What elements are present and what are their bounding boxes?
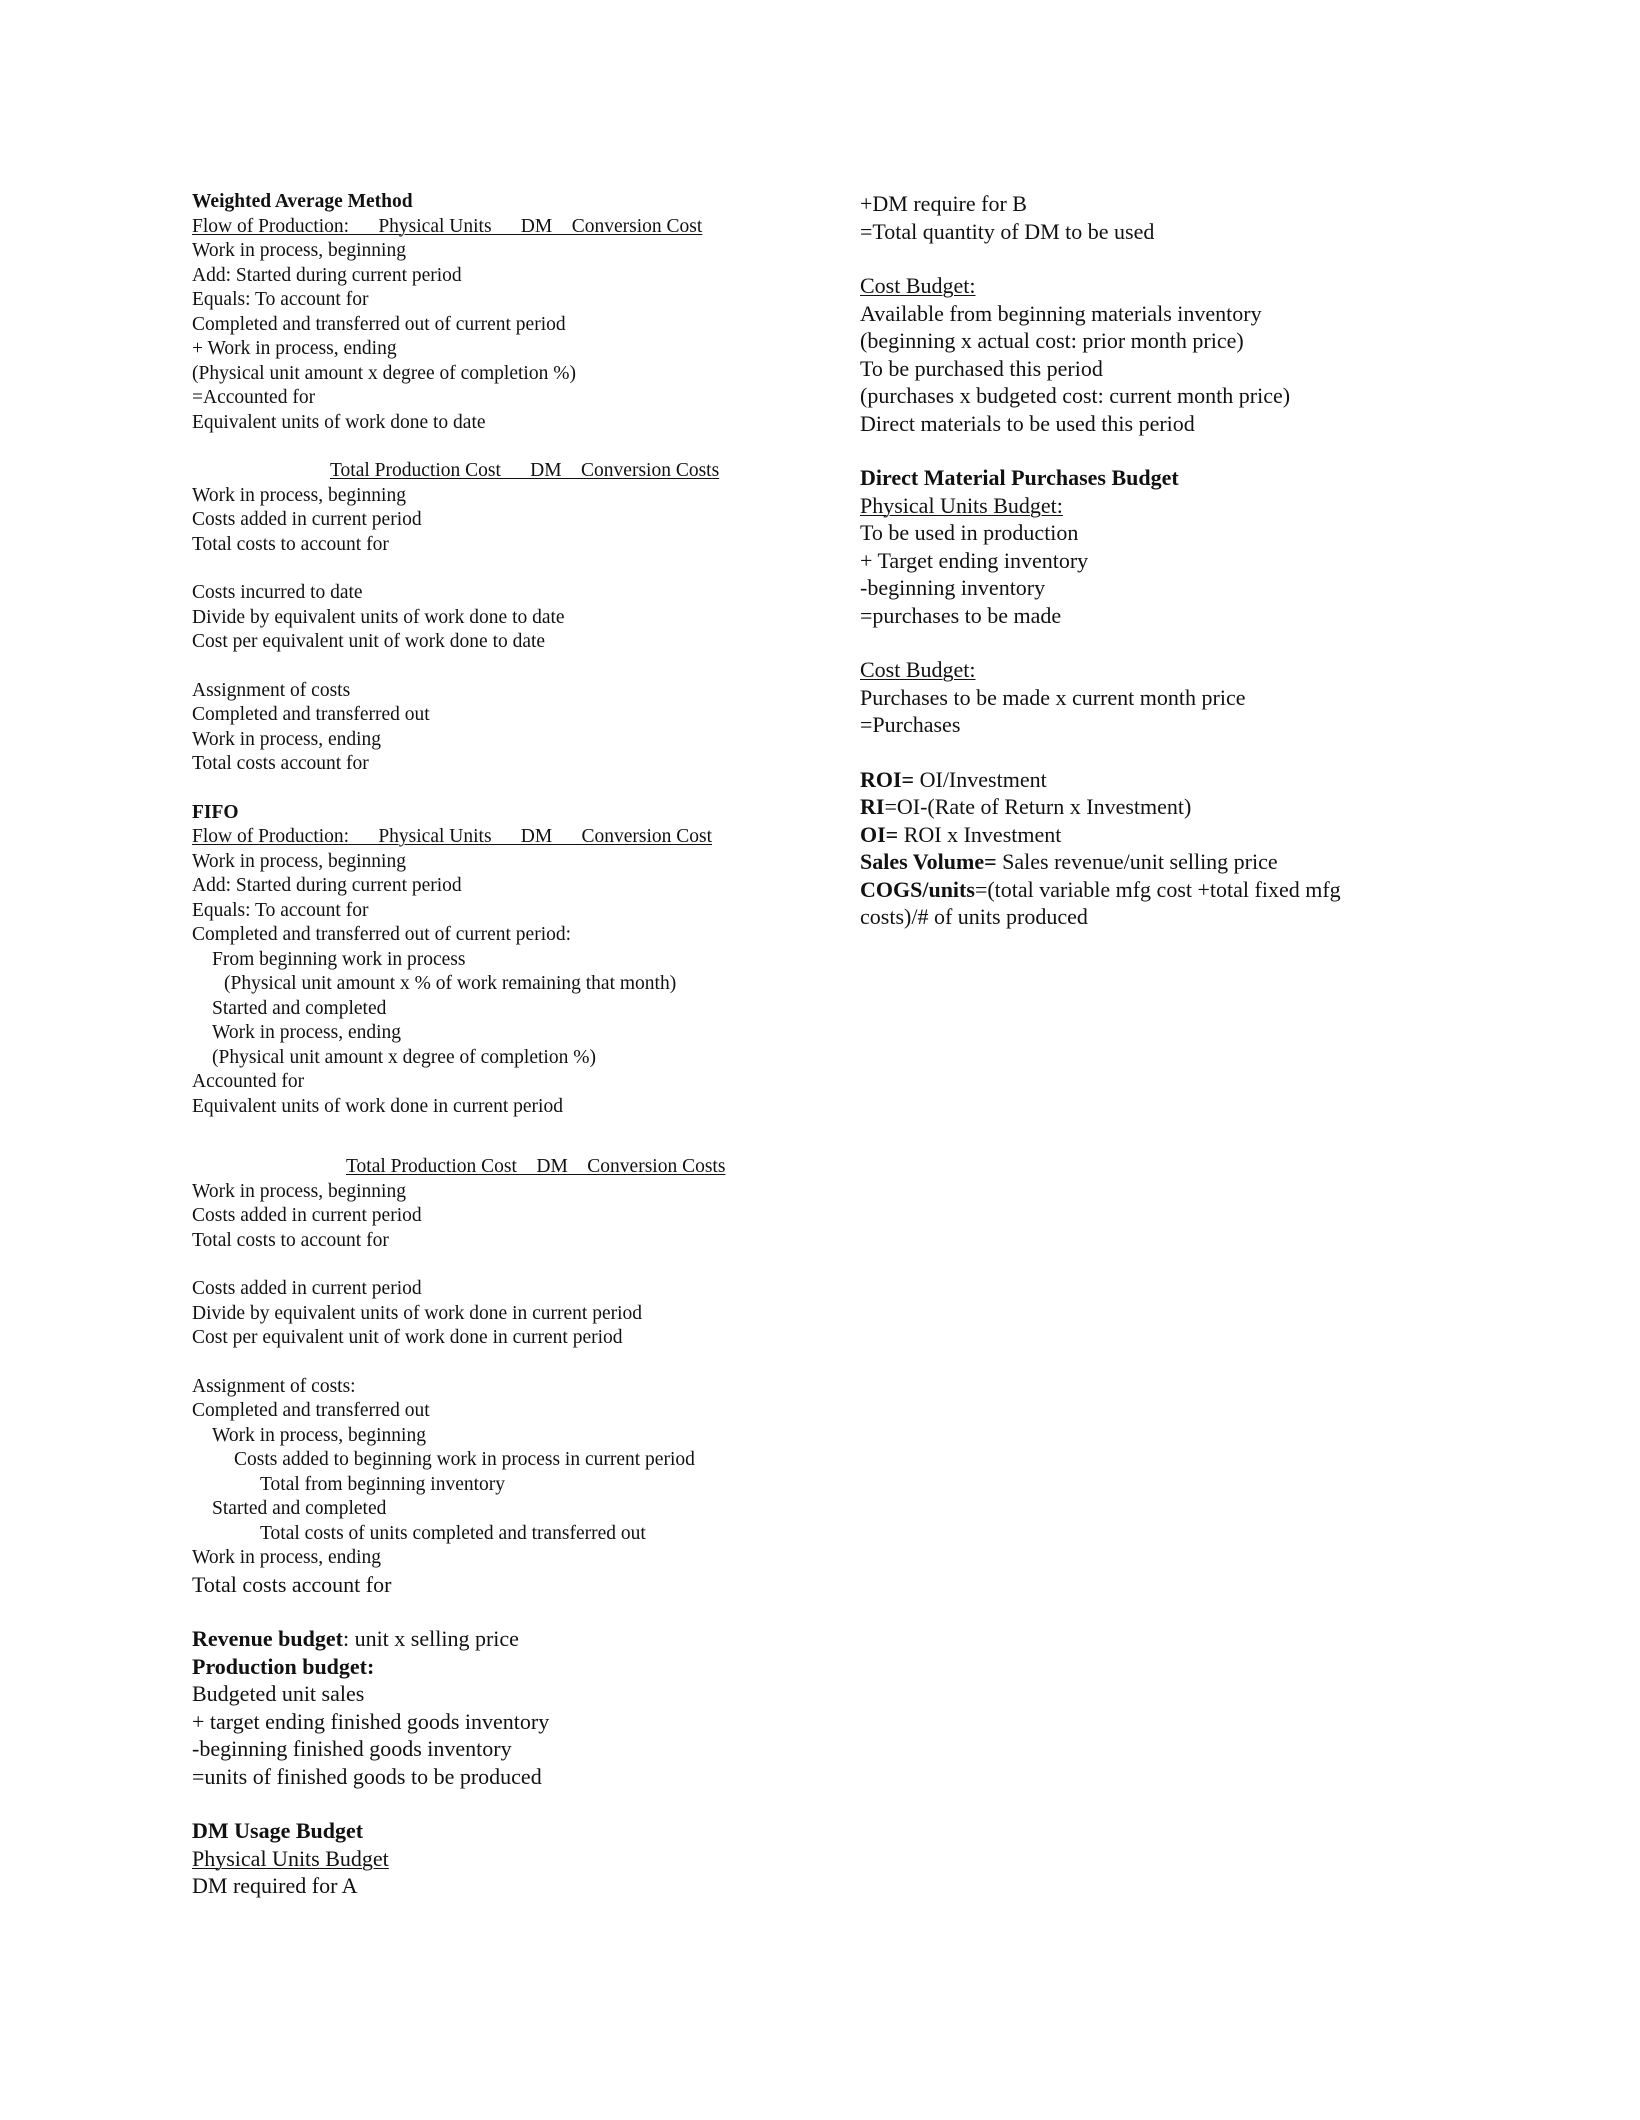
dm-purchases-section <box>860 464 1560 739</box>
sales-volume-formula <box>860 848 1560 876</box>
weighted-cost-line: Work in process, beginning <box>192 484 406 506</box>
dm-purchases-cost-line: =Purchases <box>860 712 961 737</box>
weighted-flow-line: Equivalent units of work done to date <box>192 411 486 433</box>
fifo-flow-line: Add: Started during current period <box>192 875 462 896</box>
fifo-assign-line: Started and completed <box>212 1498 387 1519</box>
weighted-incurred-line: Costs incurred to date <box>192 582 363 603</box>
cogs-formula <box>860 876 1560 904</box>
production-budget-line: =units of finished goods to be produced <box>192 1763 542 1789</box>
fifo-cost-line: Costs added in current period <box>192 1205 422 1226</box>
revenue-budget-label: Revenue budget <box>192 1626 343 1651</box>
fifo-added-line: Costs added in current period <box>192 1278 422 1299</box>
fifo-assign-line: Work in process, ending <box>192 1547 382 1568</box>
oi-formula <box>860 821 1560 849</box>
dm-purchases-physical-title: Physical Units Budget: <box>860 492 1063 518</box>
left-column <box>192 190 832 1900</box>
oi-label: OI= <box>860 821 899 847</box>
sales-volume-label: Sales Volume= <box>860 849 997 874</box>
dm-usage-continued <box>860 190 1560 437</box>
roi-label: ROI= <box>860 766 915 792</box>
fifo-cost-line: Total costs to account for <box>192 1229 389 1251</box>
weighted-flow-header: Flow of Production: Physical Units DM Conversion Cost <box>192 215 703 237</box>
dm-purchases-cost-line: Purchases to be made x current month price <box>860 684 1246 710</box>
fifo-cost-line: Work in process, beginning <box>192 1180 406 1202</box>
fifo-flow-header: Flow of Production: Physical Units DM Conversion Cost <box>192 826 713 847</box>
weighted-flow-line: Completed and transferred out of current period <box>192 313 566 335</box>
cogs-text: =(total variable mfg cost +total fixed mfg <box>974 876 1341 902</box>
fifo-added-line: Cost per equivalent unit of work done in current period <box>192 1327 623 1348</box>
roi-formula <box>860 766 1560 794</box>
weighted-incurred-line: Cost per equivalent unit of work done to date <box>192 631 546 652</box>
weighted-assign-line: Work in process, ending <box>192 728 382 750</box>
dm-usage-cost-line: To be purchased this period <box>860 355 1103 381</box>
production-budget-line: -beginning finished goods inventory <box>192 1736 512 1761</box>
fifo-assign-line: Total costs of units completed and transferred out <box>260 1522 646 1544</box>
right-column <box>860 190 1560 931</box>
fifo-flow-line: Work in process, beginning <box>192 850 406 872</box>
dm-usage-cost-line: (beginning x actual cost: prior month price) <box>860 328 1244 353</box>
dm-usage-line: =Total quantity of DM to be used <box>860 218 1155 244</box>
dm-usage-line: DM required for A <box>192 1873 358 1898</box>
dm-usage-cost-title: Cost Budget: <box>860 273 976 298</box>
fifo-assign-line: Total costs account for <box>192 1571 392 1597</box>
fifo-flow-line: Completed and transferred out of current period: <box>192 924 572 945</box>
weighted-flow-line: =Accounted for <box>192 387 316 408</box>
weighted-assign-line: Assignment of costs <box>192 679 351 701</box>
weighted-flow-line: Equals: To account for <box>192 289 369 310</box>
dm-purchases-line: =purchases to be made <box>860 602 1062 628</box>
fifo-title: FIFO <box>192 801 239 823</box>
weighted-incurred-line: Divide by equivalent units of work done to date <box>192 606 565 628</box>
dm-usage-cost-line: Direct materials to be used this period <box>860 410 1195 436</box>
fifo-flow-line: Started and completed <box>212 997 387 1019</box>
ri-formula <box>860 793 1560 821</box>
dm-usage-line: +DM require for B <box>860 191 1027 216</box>
dm-purchases-line: + Target ending inventory <box>860 547 1089 573</box>
weighted-assign-line: Completed and transferred out <box>192 704 430 725</box>
dm-purchases-cost-title: Cost Budget: <box>860 657 976 682</box>
cogs-label: COGS/units <box>860 876 975 902</box>
fifo-flow-line: Accounted for <box>192 1071 305 1092</box>
roi-text: OI/Investment <box>914 766 1047 792</box>
dm-purchases-title: Direct Material Purchases Budget <box>860 465 1179 490</box>
fifo-flow-line: Equivalent units of work done in current period <box>192 1095 563 1117</box>
weighted-flow-line: Add: Started during current period <box>192 264 462 286</box>
weighted-flow-line: + Work in process, ending <box>192 338 397 359</box>
fifo-flow-line: Equals: To account for <box>192 899 369 921</box>
weighted-flow-line: Work in process, beginning <box>192 240 406 261</box>
dm-usage-title: DM Usage Budget <box>192 1818 364 1843</box>
dm-purchases-line: -beginning inventory <box>860 575 1046 600</box>
production-budget-line: + target ending finished goods inventory <box>192 1708 550 1734</box>
fifo-flow-line: From beginning work in process <box>212 948 466 970</box>
fifo-flow-line: (Physical unit amount x % of work remaining that month) <box>224 973 677 994</box>
fifo-flow-line: (Physical unit amount x degree of completion %) <box>212 1046 596 1068</box>
dm-usage-physical-title: Physical Units Budget <box>192 1845 389 1871</box>
sales-volume-text: Sales revenue/unit selling price <box>996 849 1278 874</box>
formulas-section <box>860 766 1560 931</box>
revenue-production-section <box>192 1625 832 1790</box>
weighted-assign-line: Total costs account for <box>192 753 369 774</box>
fifo-assign-line: Completed and transferred out <box>192 1400 430 1421</box>
ri-text: =OI-(Rate of Return x Investment) <box>884 794 1192 819</box>
fifo-assign-title: Assignment of costs: <box>192 1375 356 1397</box>
revenue-budget-line <box>192 1625 832 1653</box>
dm-purchases-line: To be used in production <box>860 520 1079 545</box>
production-budget-title: Production budget: <box>192 1653 375 1679</box>
weighted-cost-line: Costs added in current period <box>192 509 422 530</box>
fifo-section <box>192 801 832 1599</box>
weighted-average-title: Weighted Average Method <box>192 191 413 212</box>
fifo-added-line: Divide by equivalent units of work done in current period <box>192 1302 643 1324</box>
fifo-assign-line: Work in process, beginning <box>212 1424 426 1446</box>
dm-usage-section <box>192 1817 832 1900</box>
fifo-assign-line: Costs added to beginning work in process in current period <box>234 1449 695 1470</box>
weighted-average-section <box>192 190 832 777</box>
cogs-formula-continued: costs)/# of units produced <box>860 904 1088 929</box>
production-budget-line: Budgeted unit sales <box>192 1681 365 1706</box>
ri-label: RI <box>860 794 885 819</box>
dm-usage-cost-line: (purchases x budgeted cost: current month price) <box>860 383 1291 408</box>
dm-usage-cost-line: Available from beginning materials inventory <box>860 300 1262 326</box>
oi-text: ROI x Investment <box>898 821 1062 847</box>
fifo-flow-line: Work in process, ending <box>212 1022 402 1043</box>
weighted-cost-header: Total Production Cost DM Conversion Costs <box>330 460 720 481</box>
weighted-cost-line: Total costs to account for <box>192 533 389 555</box>
fifo-cost-header: Total Production Cost DM Conversion Costs <box>346 1156 726 1177</box>
fifo-assign-line: Total from beginning inventory <box>260 1473 506 1495</box>
revenue-budget-text: : unit x selling price <box>342 1626 519 1651</box>
weighted-flow-line: (Physical unit amount x degree of completion %) <box>192 362 576 384</box>
